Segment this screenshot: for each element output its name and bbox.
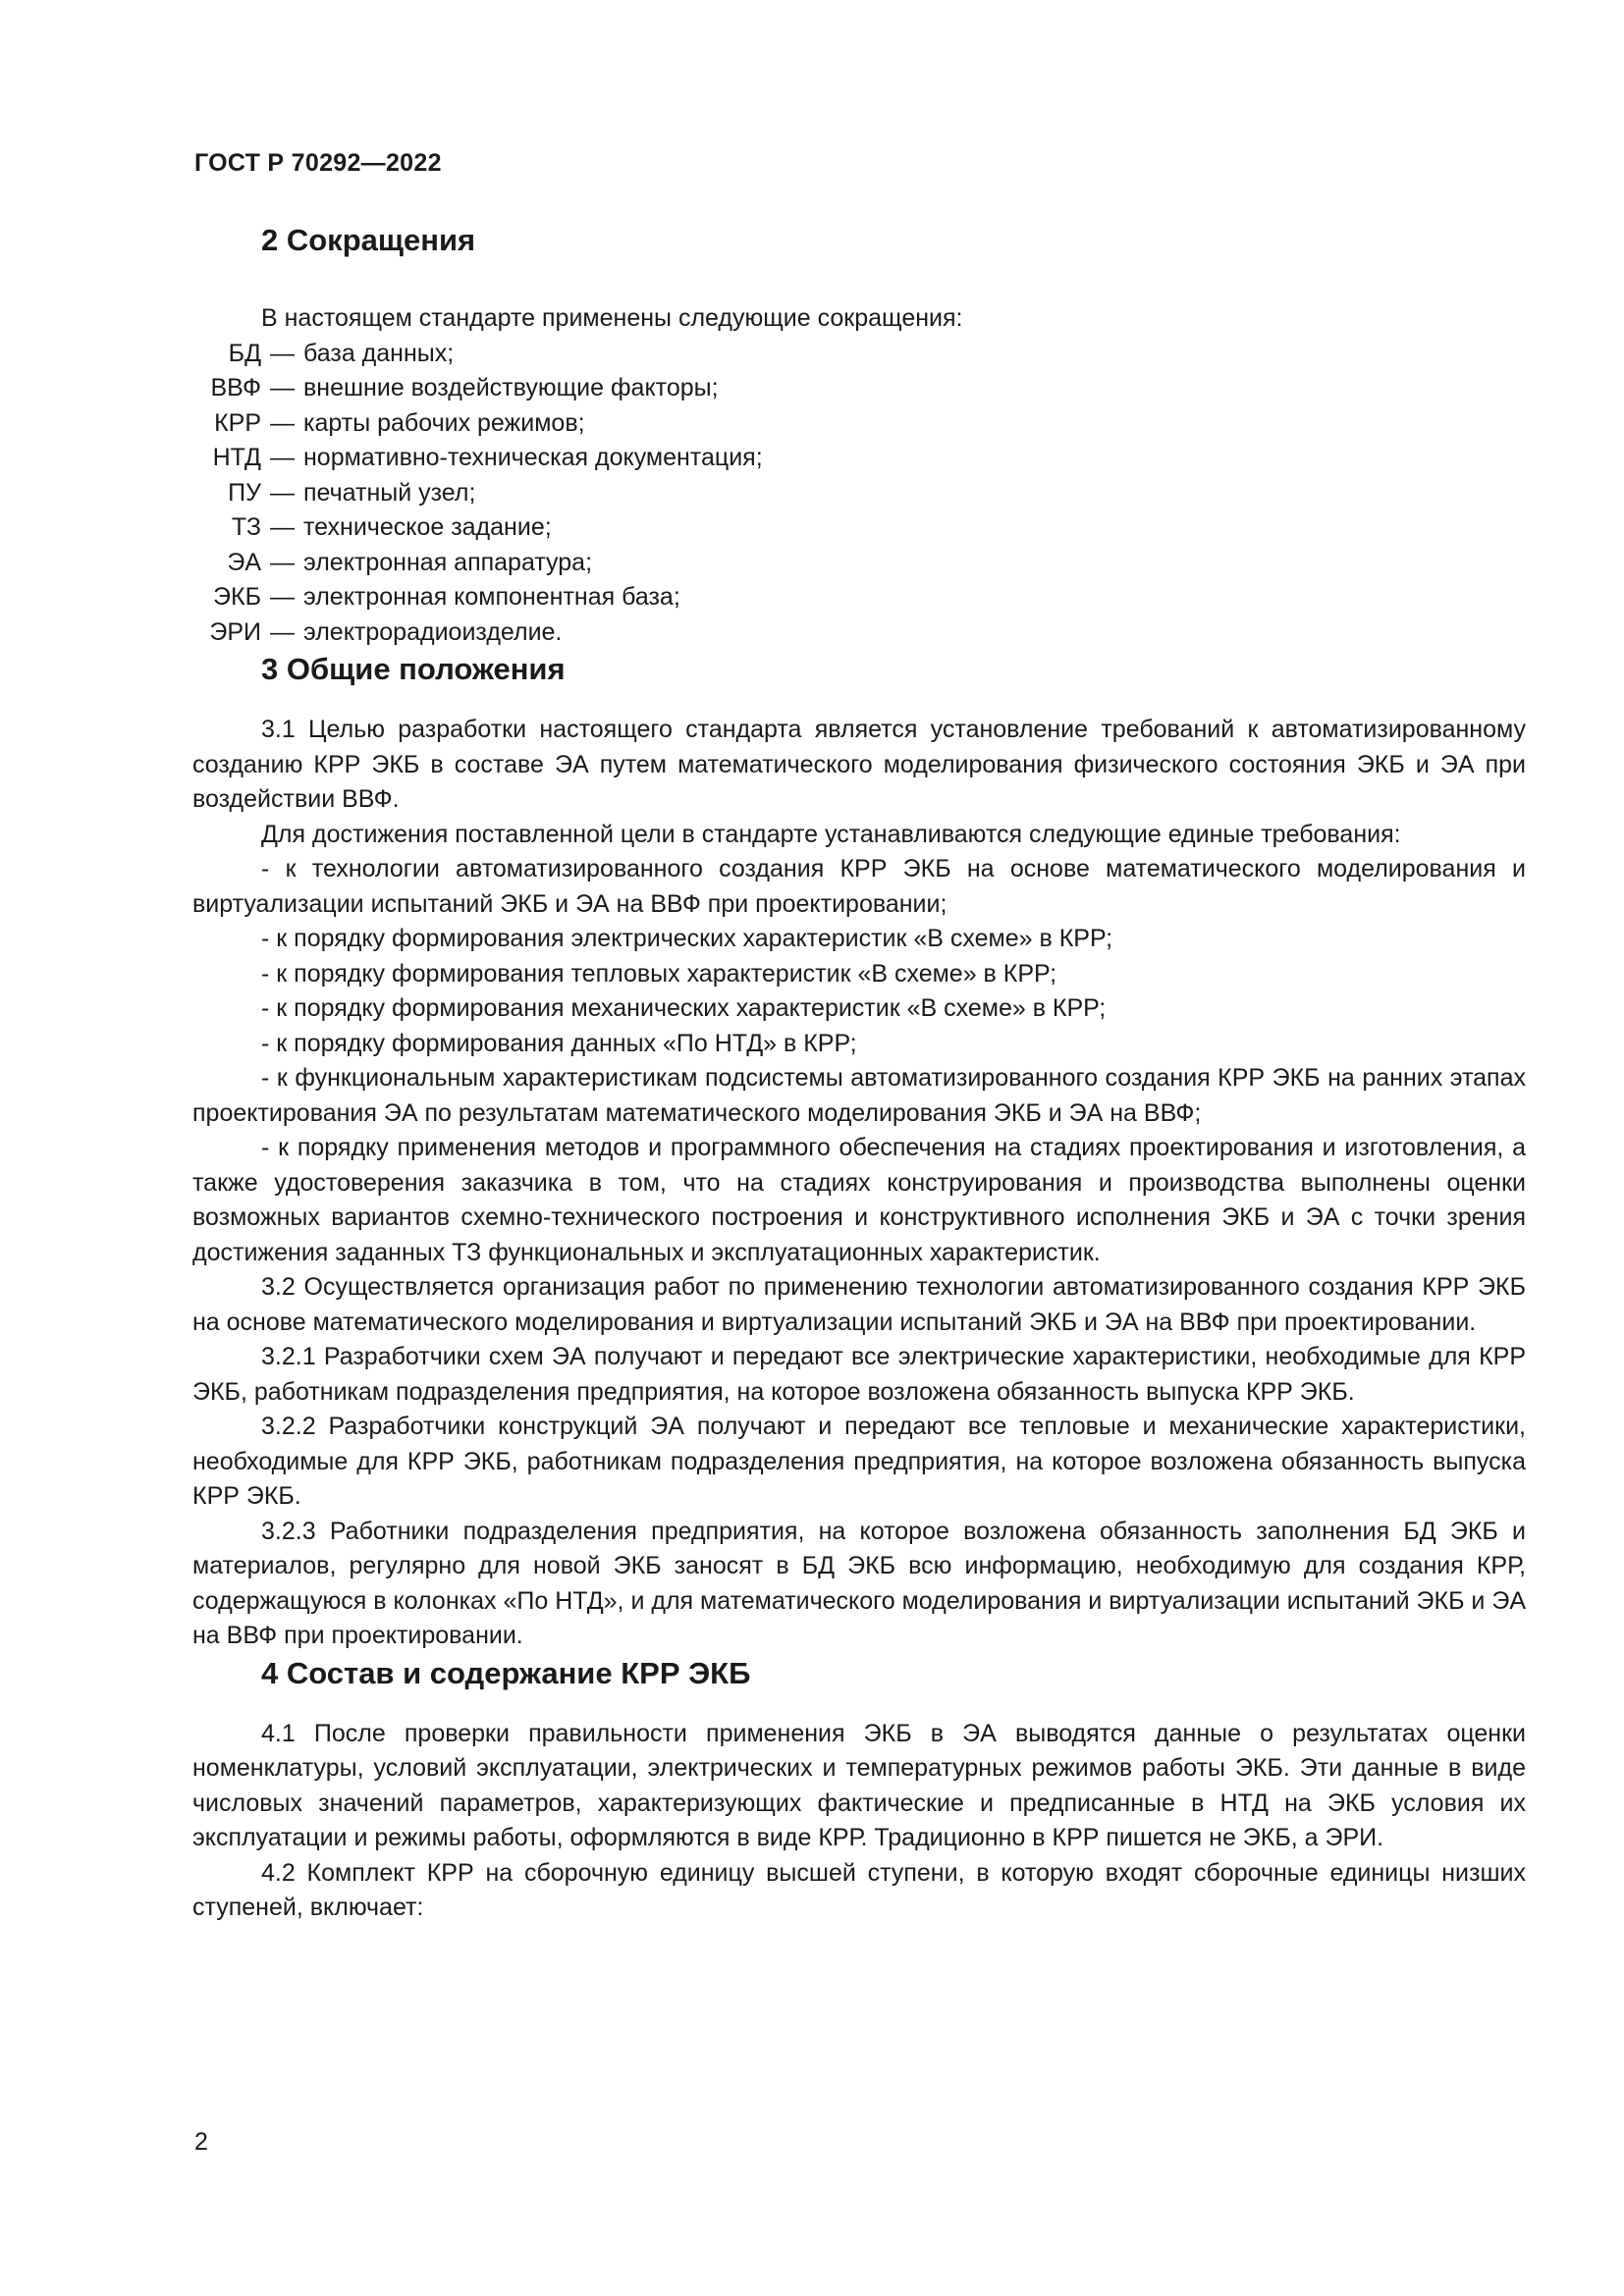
abbreviation-item: ПУ — печатный узел; bbox=[228, 478, 476, 507]
paragraph-3-1: 3.1 Целью разработки настоящего стандарта является установление требований к автоматизированному созданию КРР ЭКБ в составе ЭА путем математического моделирования физического состояния ЭКБ и ЭА при воздействии ВВФ. bbox=[192, 716, 1526, 813]
paragraph-4-2: 4.2 Комплект КРР на сборочную единицу высшей ступени, в которую входят сборочные единицы низших ступеней, включает: bbox=[192, 1858, 1526, 1921]
document-code-header: ГОСТ Р 70292—2022 bbox=[194, 149, 442, 177]
requirement-item: - к порядку формирования механических характеристик «В схеме» в КРР; bbox=[261, 994, 1107, 1022]
abbreviation-item: ЭА — электронная аппаратура; bbox=[227, 548, 593, 576]
requirement-item: - к порядку применения методов и программного обеспечения на стадиях проектирования и изготовления, а также удостоверения заказчика в том, что на стадиях конструирования и производства выполнены оценки возможных вариантов схемно-технического построения и конструктивного исполнения ЭКБ и ЭА с точки зрения достижения заданных ТЗ функциональных и эксплуатационных характеристик. bbox=[192, 1134, 1526, 1266]
section-4-title: 4 Состав и содержание КРР ЭКБ bbox=[261, 1655, 751, 1690]
section-3-body bbox=[192, 713, 1526, 1654]
section-4-body bbox=[192, 1717, 1526, 1926]
requirement-item: - к функциональным характеристикам подсистемы автоматизированного создания КРР ЭКБ на ранних этапах проектирования ЭА по результатам математического моделирования ЭКБ и ЭА на ВВФ; bbox=[192, 1064, 1526, 1127]
abbreviation-item: ТЗ — техническое задание; bbox=[231, 513, 552, 541]
section-3-title: 3 Общие положения bbox=[261, 652, 566, 686]
requirement-item: - к порядку формирования данных «По НТД» в КРР; bbox=[261, 1029, 857, 1057]
abbreviation-item: КРР — карты рабочих режимов; bbox=[214, 408, 585, 437]
page-content bbox=[192, 221, 1526, 1926]
abbreviation-item: ЭКБ — электронная компонентная база; bbox=[213, 583, 680, 611]
paragraph-4-1: 4.1 После проверки правильности применения ЭКБ в ЭА выводятся данные о результатах оценки номенклатуры, условий эксплуатации, электрических и температурных режимов работы ЭКБ. Эти данные в виде числовых значений параметров, характеризующих фактические и предписанные в НТД на ЭКБ условия их эксплуатации и режимы работы, оформляются в виде КРР. Традиционно в КРР пишется не ЭКБ, а ЭРИ. bbox=[192, 1719, 1526, 1851]
page-number: 2 bbox=[194, 2128, 208, 2156]
paragraph-3-2: 3.2 Осуществляется организация работ по применению технологии автоматизированного создания КРР ЭКБ на основе математического моделирования и виртуализации испытаний ЭКБ и ЭА на ВВФ при проектировании. bbox=[192, 1273, 1526, 1336]
requirement-item: - к технологии автоматизированного создания КРР ЭКБ на основе математического моделирования и виртуализации испытаний ЭКБ и ЭА на ВВФ при проектировании; bbox=[192, 855, 1526, 918]
abbreviation-item: ЭРИ — электрорадиоизделие. bbox=[209, 617, 563, 646]
paragraph-requirements-intro: Для достижения поставленной цели в стандарте устанавливаются следующие единые требования: bbox=[261, 820, 1401, 848]
section-2-intro: В настоящем стандарте применены следующие сокращения: bbox=[261, 304, 963, 332]
abbreviation-item: НТД — нормативно-техническая документация; bbox=[212, 444, 763, 471]
abbreviation-item: БД — база данных; bbox=[228, 339, 455, 367]
requirement-item: - к порядку формирования электрических характеристик «В схеме» в КРР; bbox=[261, 925, 1113, 952]
paragraph-3-2-3: 3.2.3 Работники подразделения предприятия, на которое возложена обязанность заполнения БД ЭКБ и материалов, регулярно для новой ЭКБ заносят в БД ЭКБ всю информацию, необходимую для создания КРР, содержащуюся в колонках «По НТД», и для математического моделирования и виртуализации испытаний ЭКБ и ЭА на ВВФ при проектировании. bbox=[192, 1517, 1526, 1649]
paragraph-3-2-2: 3.2.2 Разработчики конструкций ЭА получают и передают все тепловые и механические характеристики, необходимые для КРР ЭКБ, работникам подразделения предприятия, на которое возложена обязанность выпуска КРР ЭКБ. bbox=[192, 1413, 1526, 1510]
section-2-title: 2 Сокращения bbox=[261, 223, 476, 257]
requirement-item: - к порядку формирования тепловых характеристик «В схеме» в КРР; bbox=[261, 959, 1057, 988]
abbreviation-list bbox=[137, 337, 1526, 651]
paragraph-3-2-1: 3.2.1 Разработчики схем ЭА получают и передают все электрические характеристики, необходимые для КРР ЭКБ, работникам подразделения предприятия, на которое возложена обязанность выпуска КРР ЭКБ. bbox=[192, 1343, 1526, 1406]
abbreviation-item: ВВФ — внешние воздействующие факторы; bbox=[210, 374, 719, 401]
